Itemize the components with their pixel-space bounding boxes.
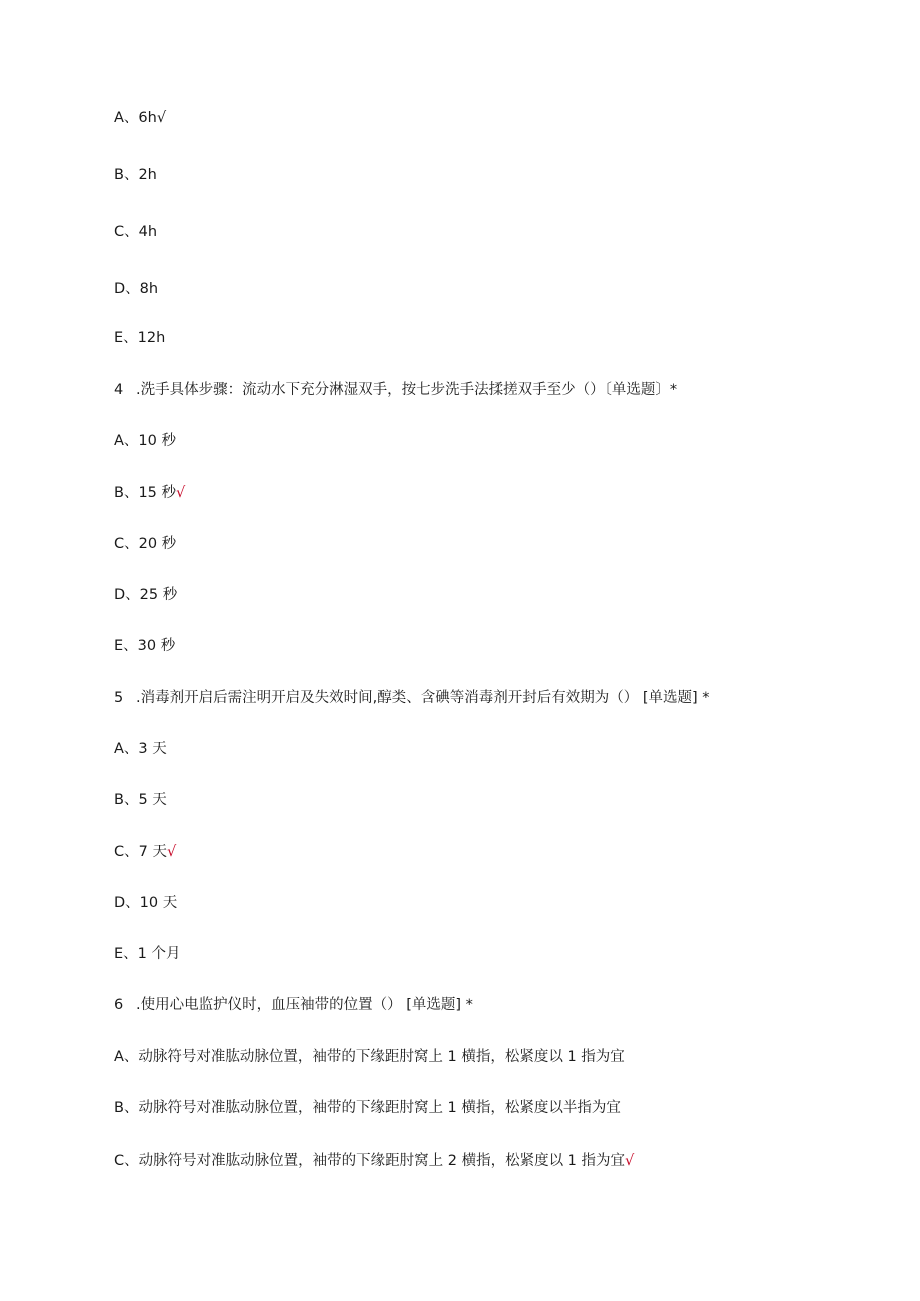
option-text: A、10 秒 [114,433,176,449]
q6-option-a [114,1047,625,1067]
q4-option-a [114,431,176,451]
q6-stem [114,995,473,1015]
correct-check-icon: √ [176,485,186,501]
option-text: A、3 天 [114,741,167,757]
q4-option-c [114,534,176,554]
option-text: B、2h [114,167,157,183]
correct-check-icon: √ [166,844,177,860]
question-text: .消毒剂开启后需注明开启及失效时间,醇类、含碘等消毒剂开封后有效期为（） [单选题] * [136,690,710,706]
correct-check-icon: √ [156,110,167,126]
option-text: D、25 秒 [114,587,178,603]
question-number: 4 [114,382,124,398]
option-text: B、5 天 [114,792,167,808]
q3-option-c [114,222,157,242]
option-text: D、10 天 [114,895,178,911]
q3-option-e [114,328,165,348]
option-text: B、动脉符号对准肱动脉位置，袖带的下缘距肘窝上 1 横指，松紧度以半指为宜 [114,1100,621,1116]
q5-stem [114,688,710,708]
correct-check-icon: √ [625,1153,635,1169]
q3-option-a [114,108,166,128]
q3-option-d [114,279,158,299]
question-number: 5 [114,690,124,706]
q6-option-b [114,1098,621,1118]
q3-option-b [114,165,157,185]
option-text: E、12h [114,330,166,346]
q4-option-d [114,585,177,605]
option-text: A、动脉符号对准肱动脉位置，袖带的下缘距肘窝上 1 横指，松紧度以 1 指为宜 [114,1049,625,1065]
option-text: C、7 天 [114,844,167,860]
option-text: C、20 秒 [114,536,177,552]
option-text: D、8h [114,281,159,297]
question-text: .使用心电监护仪时，血压袖带的位置（） [单选题] * [136,997,473,1013]
q4-stem [114,380,677,400]
option-text: C、动脉符号对准肱动脉位置，袖带的下缘距肘窝上 2 横指，松紧度以 1 指为宜 [114,1153,626,1169]
option-text: E、1 个月 [114,946,181,962]
option-text: A、6h [114,110,157,126]
q5-option-a [114,739,167,759]
option-text: B、15 秒 [114,485,177,501]
q5-option-e [114,944,181,964]
option-text: C、4h [114,224,158,240]
q5-option-d [114,893,177,913]
q5-option-b [114,790,167,810]
q4-option-e [114,636,175,656]
question-number: 6 [114,997,124,1013]
option-text: E、30 秒 [114,638,176,654]
q6-option-c [114,1151,634,1171]
q4-option-b [114,483,185,503]
q5-option-c [114,842,176,862]
question-text: .洗手具体步骤：流动水下充分淋湿双手，按七步洗手法揉搓双手至少（）〔单选题〕* [136,382,678,398]
